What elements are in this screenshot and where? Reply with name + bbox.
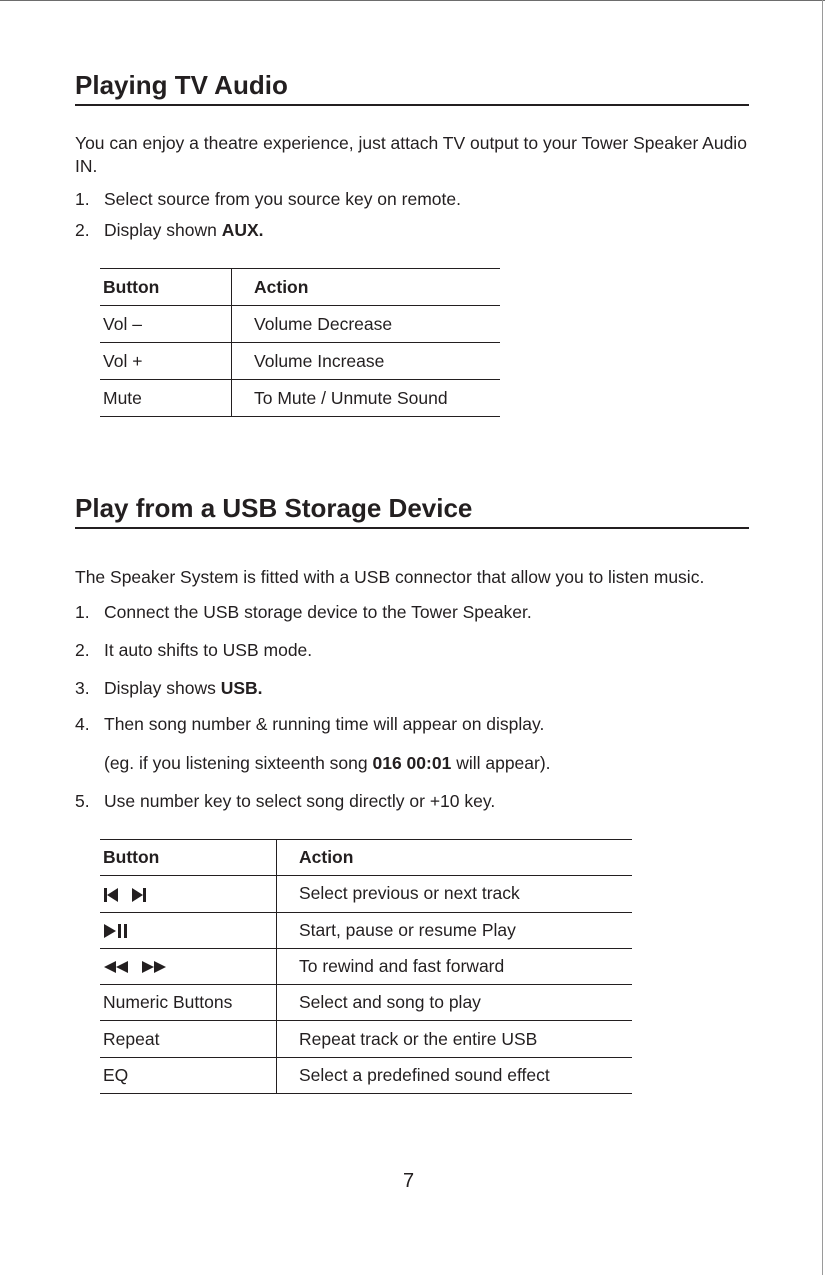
list-number: 5.	[75, 791, 90, 811]
note-text: will appear).	[451, 753, 551, 773]
action-cell: Repeat track or the entire USB	[277, 1021, 633, 1057]
display-usb-label: USB.	[220, 678, 263, 698]
display-aux-label: AUX.	[221, 220, 264, 240]
list-text-plain: Display shows	[104, 678, 221, 698]
table-header-row	[100, 840, 632, 876]
table-row	[100, 343, 500, 380]
table-row	[100, 912, 632, 948]
fast-forward-icon	[141, 960, 167, 974]
button-cell	[100, 948, 277, 984]
list-number: 4.	[75, 714, 90, 734]
action-cell: Select and song to play	[277, 985, 633, 1021]
column-header-action: Action	[232, 269, 501, 306]
next-track-icon	[131, 887, 147, 903]
previous-track-icon	[103, 887, 119, 903]
step-note	[104, 752, 551, 775]
display-example-value: 016 00:01	[372, 753, 452, 773]
table-row	[100, 1057, 632, 1093]
action-cell: Volume Decrease	[232, 306, 501, 343]
column-header-action: Action	[277, 840, 633, 876]
list-text	[104, 677, 263, 700]
list-text	[104, 219, 264, 242]
usb-intro: The Speaker System is fitted with a USB connector that allow you to listen music.	[75, 567, 705, 587]
list-number: 1.	[75, 189, 90, 209]
page-number: 7	[403, 1170, 415, 1192]
table-row	[100, 876, 632, 912]
list-text: Connect the USB storage device to the Tower Speaker.	[104, 602, 532, 622]
usb-button-table	[100, 839, 632, 1094]
note-text: (eg. if you listening sixteenth song	[104, 753, 373, 773]
list-number: 3.	[75, 678, 90, 698]
action-cell: To Mute / Unmute Sound	[232, 380, 501, 417]
button-cell: Vol –	[100, 306, 232, 343]
rewind-icon	[103, 960, 129, 974]
list-text-plain: Display shown	[104, 220, 222, 240]
action-cell: Start, pause or resume Play	[277, 912, 633, 948]
button-cell: Mute	[100, 380, 232, 417]
list-text: It auto shifts to USB mode.	[104, 640, 313, 660]
column-header-button: Button	[100, 269, 232, 306]
button-cell	[100, 912, 277, 948]
list-text: Select source from you source key on remote.	[104, 189, 461, 209]
table-row	[100, 985, 632, 1021]
action-cell: To rewind and fast forward	[277, 948, 633, 984]
page-border-top	[0, 0, 825, 1]
list-number: 1.	[75, 602, 90, 622]
button-cell: Vol +	[100, 343, 232, 380]
table-header-row	[100, 269, 500, 306]
list-text: Then song number & running time will appear on display.	[104, 714, 545, 734]
action-cell: Volume Increase	[232, 343, 501, 380]
button-cell: Numeric Buttons	[100, 985, 277, 1021]
tv-audio-button-table	[100, 268, 500, 417]
tv-audio-intro: You can enjoy a theatre experience, just attach TV output to your Tower Speaker Audio IN.	[75, 133, 747, 176]
list-number: 2.	[75, 220, 90, 240]
column-header-button: Button	[100, 840, 277, 876]
table-row	[100, 306, 500, 343]
list-number: 2.	[75, 640, 90, 660]
section-heading-tv-audio: Playing TV Audio	[75, 70, 749, 106]
button-cell: Repeat	[100, 1021, 277, 1057]
page-border-right	[822, 0, 823, 1275]
table-row	[100, 380, 500, 417]
section-heading-usb: Play from a USB Storage Device	[75, 493, 749, 529]
action-cell: Select a predefined sound effect	[277, 1057, 633, 1093]
button-cell	[100, 876, 277, 912]
action-cell: Select previous or next track	[277, 876, 633, 912]
button-cell: EQ	[100, 1057, 277, 1093]
table-row	[100, 1021, 632, 1057]
play-pause-icon	[103, 923, 129, 939]
list-text: Use number key to select song directly or +10 key.	[104, 791, 496, 811]
table-row	[100, 948, 632, 984]
